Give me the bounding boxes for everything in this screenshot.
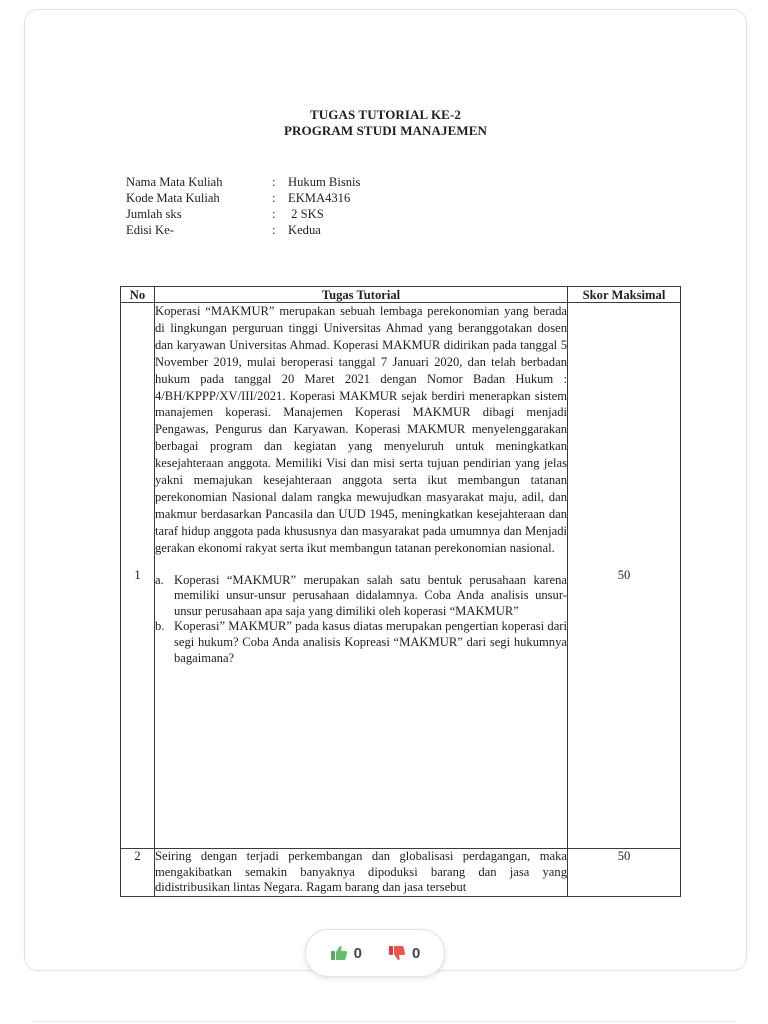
info-row-course-code bbox=[126, 190, 360, 206]
tutorial-table bbox=[120, 286, 681, 897]
case-paragraph: Koperasi “MAKMUR” merupakan sebuah lembaga perekonomian yang berada di lingkungan perguruan tinggi Universitas Ahmad yang beranggotakan dosen dan karyawan Universitas Ahmad. Koperasi MAKMUR didirikan pada tanggal 5 November 2019, mulai beroperasi tanggal 7 Januari 2020, dan telah berbadan hukum pada tanggal 20 Maret 2021 dengan Nomor Badan Hukum : 4/BH/KPPP/XV/III/2021. Koperasi MAKMUR sejak berdiri menerapkan sistem manajemen koperasi. Manajemen Koperasi MAKMUR dibagi menjadi Pengawas, Pengurus dan Karyawan. Koperasi MAKMUR menyelenggarakan berbagai program dan kegiatan yang menyeluruh untuk meningkatkan kesejahteraan anggota. Memiliki Visi dan misi serta tujuan pendirian yang jelas yakni memajukan kesejahteraan anggota serta ikut membangun tatanan perekonomian Nasional dalam rangka mewujudkan masyarakat maju, adil, dan makmur berdasarkan Pancasila dan UUD 1945, meningkatkan kesejahteraan dan taraf hidup anggota pada khususnya dan masyarakat pada umumnya dan Menjadi gerakan ekonomi rakyat serta ikut membangun tatanan perekonomian nasional. bbox=[155, 304, 567, 555]
document-subtitle: PROGRAM STUDI MANAJEMEN bbox=[283, 123, 488, 138]
dislike-button[interactable] bbox=[388, 945, 420, 962]
document-viewer bbox=[24, 9, 747, 971]
vote-bar bbox=[305, 929, 445, 977]
question-item bbox=[155, 573, 567, 620]
info-colon: : bbox=[272, 191, 276, 205]
row-number: 1 bbox=[121, 303, 155, 849]
question-text: Koperasi “MAKMUR” merupakan salah satu bentuk perusahaan karena memiliki unsur-unsur perusahaan didalamnya. Coba Anda analisis unsur-unsur perusahaan apa saja yang dimiliki oleh koperasi “MAKMUR” bbox=[174, 572, 567, 618]
task-cell: Seiring dengan terjadi perkembangan dan globalisasi perdagangan, maka mengakibatkan semakin banyaknya dipoduksi barang dan jasa yang didistribusikan lintas Negara. Ragam barang dan jasa tersebut bbox=[155, 849, 567, 894]
info-value: Hukum Bisnis bbox=[288, 175, 361, 189]
info-colon: : bbox=[272, 207, 276, 221]
like-count: 0 bbox=[353, 944, 362, 962]
document-page bbox=[25, 10, 746, 970]
question-marker: b. bbox=[155, 619, 165, 634]
info-label: Edisi Ke- bbox=[126, 223, 174, 237]
info-colon: : bbox=[272, 223, 276, 237]
table-header-row bbox=[121, 287, 681, 303]
max-score: 50 bbox=[568, 849, 681, 897]
info-label: Kode Mata Kuliah bbox=[126, 191, 220, 205]
question-marker: a. bbox=[155, 572, 164, 587]
course-info bbox=[126, 174, 360, 238]
thumbs-up-icon bbox=[330, 945, 348, 961]
row-number: 2 bbox=[121, 849, 155, 897]
question-item bbox=[155, 619, 567, 666]
info-row-edition bbox=[126, 222, 360, 238]
info-colon: : bbox=[272, 175, 276, 189]
task-cell bbox=[155, 303, 568, 849]
info-label: Jumlah sks bbox=[126, 207, 182, 221]
info-label: Nama Mata Kuliah bbox=[126, 175, 223, 189]
question-list bbox=[155, 573, 567, 667]
info-value: 2 SKS bbox=[288, 207, 324, 221]
info-row-course-name bbox=[126, 174, 360, 190]
info-value: Kedua bbox=[288, 223, 321, 237]
question-text: Koperasi” MAKMUR” pada kasus diatas merupakan pengertian koperasi dari segi hukum? Coba Anda analisis Kopreasi “MAKMUR” dari segi hukumnya bagaimana? bbox=[174, 619, 567, 665]
info-row-credits bbox=[126, 206, 360, 222]
table-row bbox=[121, 303, 681, 849]
like-button[interactable] bbox=[330, 945, 362, 962]
document-title: TUGAS TUTORIAL KE-2 bbox=[310, 107, 461, 122]
dislike-count: 0 bbox=[412, 944, 421, 962]
max-score: 50 bbox=[568, 303, 681, 849]
info-value: EKMA4316 bbox=[288, 191, 351, 205]
header-no: No bbox=[121, 287, 155, 303]
divider bbox=[33, 1021, 736, 1022]
thumbs-down-icon bbox=[388, 945, 406, 961]
header-score: Skor Maksimal bbox=[568, 287, 681, 303]
table-row bbox=[121, 849, 681, 897]
header-task: Tugas Tutorial bbox=[155, 287, 568, 303]
